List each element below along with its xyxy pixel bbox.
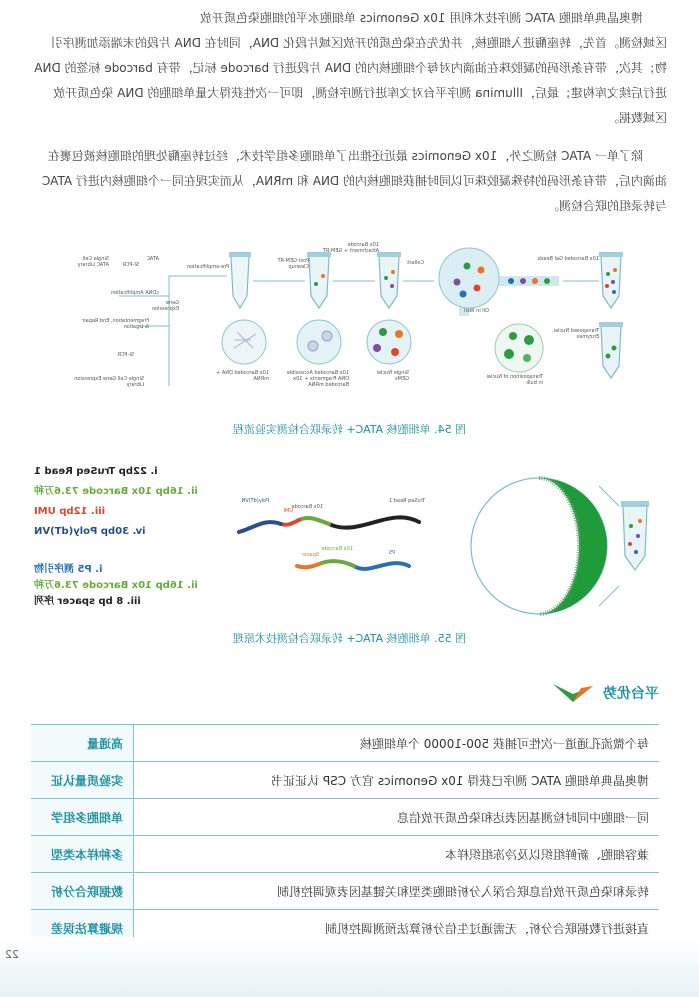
diagram-labels — [69, 236, 639, 406]
bead-text: Multiome — [520, 526, 558, 535]
advantage-feature: 单细胞多组学 — [31, 799, 134, 836]
advantage-feature: 数据联合分析 — [31, 873, 134, 910]
table-row — [31, 836, 659, 873]
page-number: 22 — [5, 948, 19, 961]
multiome-paragraph — [35, 144, 667, 219]
intro-line: 进行后续文库构建；最后，Illumina 测序平台对文库进行测序检测，即可一次性获得大量单细胞的 DNA 染色质开放 — [53, 86, 667, 100]
strand-label-spacer: Spacer — [301, 552, 319, 558]
label-post-gem: Post GEM-RT Cleanup — [277, 258, 309, 270]
legend-item: iv. 30bp Poly(dT)VN — [34, 526, 146, 537]
multiome-line: 除了单一 ATAC 检测之外，10x Genomics 最近还推出了单细胞多组学技术，经过转座酶处理的细胞核被包裹在 — [47, 149, 643, 163]
advantages-header — [551, 680, 659, 706]
advantages-grid — [31, 724, 659, 947]
legend-item: iii. 8 bp spacer 序列 — [34, 596, 141, 607]
advantage-desc: 转录和染色质开放信息联合深入分析细胞类型和关键基因表观调控机制 — [134, 873, 660, 910]
label-cdna-amp: cDNA Amplification — [110, 290, 159, 296]
label-fragmentation: Fragmentation, End Repair & Ligation — [82, 318, 149, 330]
strand-label-barcode: 10x Barcode — [291, 504, 323, 510]
label-gel-beads: 10x Barcoded Gel Beads — [537, 256, 599, 262]
label-atac: ATAC — [146, 256, 159, 262]
advantage-desc: 每个微流孔通道一次性可捕获 500-10000 个单细胞核 — [134, 725, 660, 762]
chevron-logo-icon — [551, 682, 595, 704]
label-accessible: 10x Barcoded Accessible DNA Fragments + 10x Barcoded mRNA — [286, 370, 349, 388]
intro-line: 物；其次，带有条形码的凝胶珠在油滴内对每个细胞核内的 DNA 片段进行 barcode 标记，带有 barcode 标签的 DNA — [34, 61, 667, 75]
figure-55-caption: 图 55. 单细胞核 ATAC+ 转录联合检测技术原理 — [232, 632, 467, 645]
oligo-strands — [239, 517, 419, 568]
advantage-feature: 多种样本类型 — [31, 836, 134, 873]
label-si-pcr-top: SI-PCR — [122, 262, 139, 268]
figure-54-diagram — [69, 236, 639, 406]
intro-line: 博奥晶典单细胞 ATAC 测序技术利用 10x Genomics 单细胞水平的细胞染色质开放 — [199, 11, 643, 25]
advantage-desc: 直接进行数据联合分析，无需通过生信分析算法预测调控机制 — [134, 910, 660, 947]
label-barcode-attach: 10x Barcode Attachment + GEM-RT — [323, 242, 379, 254]
label-single-cell-gex: Single Cell Gene Expression Library — [74, 376, 144, 388]
intro-line: 区域检测。首先，转座酶进入细胞核，并优先在染色质的开放区域片段化 DNA，同时在 DNA 片段的末端添加测序引 — [50, 36, 667, 50]
table-row — [31, 873, 659, 910]
legend-item: ii. 16bp 10x Barcode 73.6万种 — [34, 580, 198, 591]
table-row — [31, 762, 659, 799]
label-single-nuclei: Single Nuclei GEMs — [376, 370, 409, 382]
legend-item: ii. 16bp 10x Barcode 73.6万种 — [34, 486, 198, 497]
label-collect: Collect — [406, 260, 424, 266]
label-transposition: Transposition of Nuclei in bulk — [486, 374, 543, 386]
bead-text: Single Cell — [517, 515, 561, 524]
label-transposed: Transposed Nuclei, Enzymes — [552, 328, 599, 340]
label-barcoded-dna: 10x Barcoded DNA + mRNA — [216, 370, 269, 382]
strand-label-barcode2: 10x Barcode — [321, 546, 353, 552]
multiome-line: 油滴内后，带有条形码的特殊凝胶珠可以同时捕获细胞核内的 DNA 和 mRNA，从而实现在同一个细胞核内进行 ATAC — [42, 174, 667, 188]
advantages-title: 平台优势 — [603, 686, 659, 702]
strand-label-truseq: TruSeq Read 1 — [389, 498, 425, 504]
label-si-pcr-bottom: SI-PCR — [117, 352, 134, 358]
table-row — [31, 725, 659, 762]
strand-label-p5: P5 — [388, 550, 395, 556]
legend-item: i. P5 测序引物 — [34, 564, 103, 575]
label-oil: Oil in Well — [464, 308, 489, 314]
legend-top — [34, 462, 244, 542]
legend-bottom — [34, 562, 244, 610]
advantage-feature: 高通量 — [31, 725, 134, 762]
label-preamp: Pre-amplification — [186, 264, 229, 270]
advantage-desc: 兼容细胞、新鲜组织以及冷冻组织样本 — [134, 836, 660, 873]
intro-paragraph — [35, 6, 667, 131]
strand-label-umi: UMI — [283, 508, 293, 514]
legend-item: i. 22bp TruSeq Read 1 — [34, 466, 158, 477]
bead-text: Gel Bead — [520, 548, 558, 557]
advantage-feature: 规避算法误差 — [31, 910, 134, 947]
multiome-line: 与转录组的联合检测。 — [546, 199, 667, 213]
advantage-feature: 实验质量认证 — [31, 762, 134, 799]
advantages-table — [31, 724, 659, 947]
tube-small — [621, 501, 649, 570]
strand-label-polydt: Poly(dT)VN — [241, 498, 269, 504]
advantage-desc: 博奥晶典单细胞 ATAC 测序已获得 10x Genomics 官方 CSP 认证证书 — [134, 762, 660, 799]
figure-54-caption: 图 54. 单细胞核 ATAC+ 转录联合检测实验流程 — [232, 423, 467, 436]
legend-item: iii. 12bp UMI — [34, 506, 106, 517]
label-single-cell-atac: Single Cell ATAC Library — [77, 256, 109, 268]
label-gene-expr: Gene Expression — [151, 300, 179, 312]
gel-bead-label — [491, 514, 587, 558]
bottom-band — [0, 937, 699, 997]
table-row — [31, 799, 659, 836]
advantage-desc: 同一细胞中同时检测基因表达和染色质开放信息 — [134, 799, 660, 836]
bead-text: ATAC + GEX — [514, 537, 564, 546]
intro-line: 区域数据。 — [606, 111, 667, 125]
